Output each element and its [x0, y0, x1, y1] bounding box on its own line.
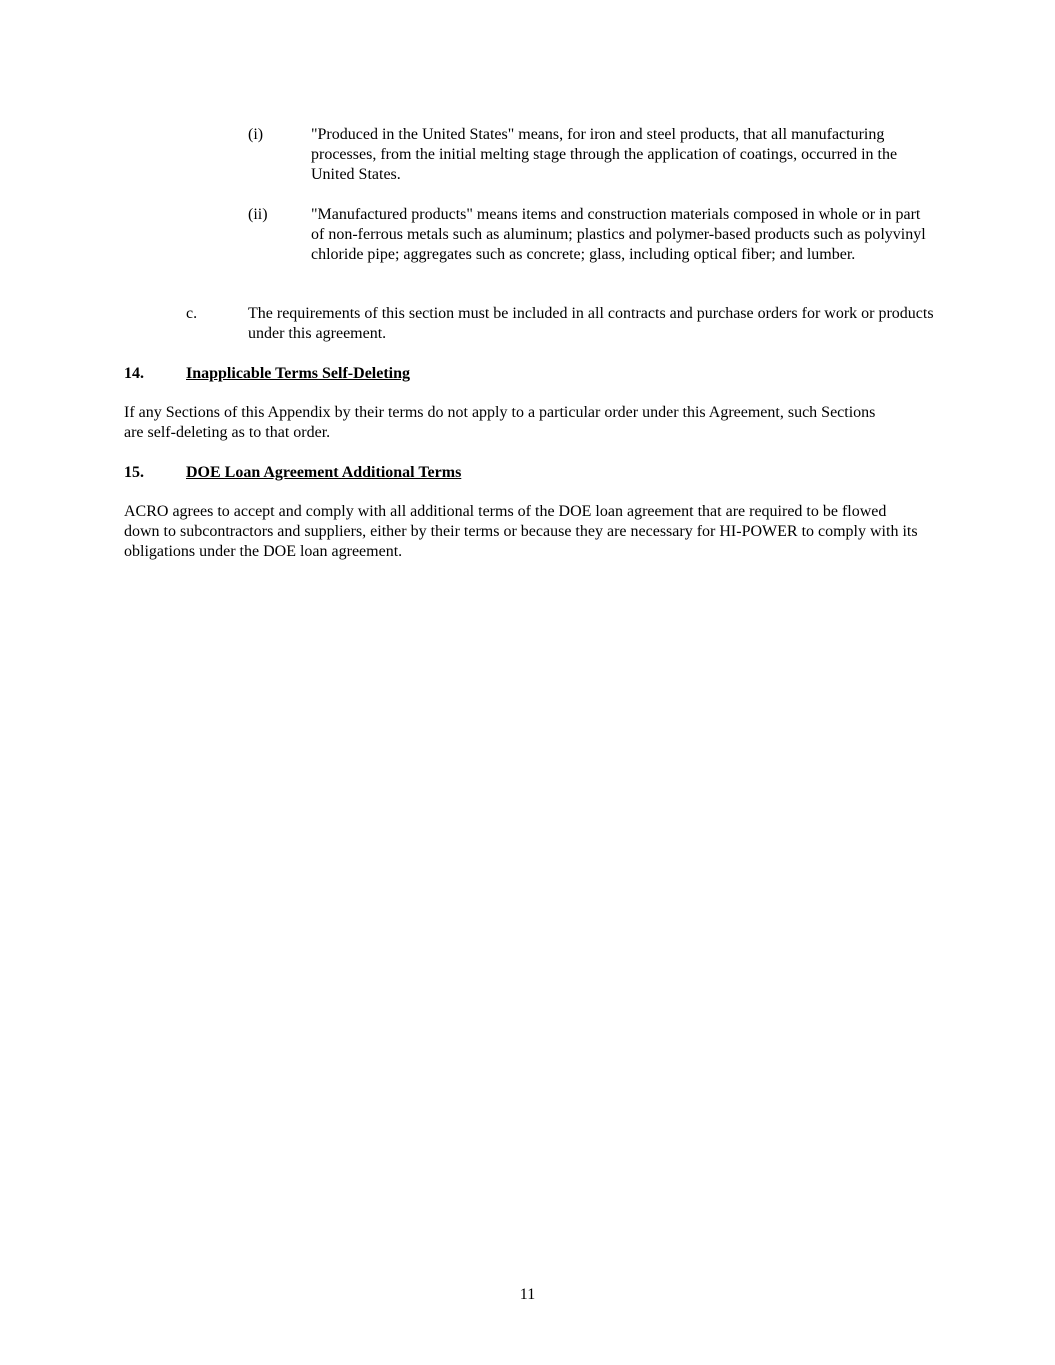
section-14-title: Inapplicable Terms Self-Deleting	[186, 365, 411, 382]
page-number: 11	[519, 1286, 536, 1303]
list-item-c	[0, 304, 1055, 344]
list-marker-c: c.	[186, 305, 198, 322]
section-14-heading	[0, 364, 1055, 384]
list-marker-i: (i)	[248, 126, 264, 143]
section-15-heading	[0, 463, 1055, 483]
list-text-i: "Produced in the United States" means, for iron and steel products, that all manufacturing processes, from the initial melting stage through the application of coatings, occurred in the United States.	[311, 126, 898, 183]
list-text-ii: "Manufactured products" means items and construction materials composed in whole or in part of non-ferrous metals such as aluminum; plastics and polymer-based products such as polyvinyl chloride pipe; aggregates such as concrete; glass, including optical fiber; and lumber.	[311, 206, 926, 263]
list-item-ii	[0, 205, 1055, 285]
list-text-c: The requirements of this section must be included in all contracts and purchase orders for work or products under this agreement.	[248, 305, 934, 342]
section-15-body: ACRO agrees to accept and comply with all additional terms of the DOE loan agreement that are required to be flowed down to subcontractors and suppliers, either by their terms or because they are necessary for HI-POWER to comply with its obligations under the DOE loan agreement.	[124, 503, 918, 560]
list-marker-ii: (ii)	[248, 206, 268, 223]
list-item-i	[0, 125, 1055, 185]
section-14-body: If any Sections of this Appendix by their terms do not apply to a particular order under this Agreement, such Sections are self-deleting as to that order.	[124, 404, 876, 441]
section-15-number: 15.	[124, 464, 144, 481]
section-15-title: DOE Loan Agreement Additional Terms	[186, 464, 462, 481]
section-14-number: 14.	[124, 365, 144, 382]
